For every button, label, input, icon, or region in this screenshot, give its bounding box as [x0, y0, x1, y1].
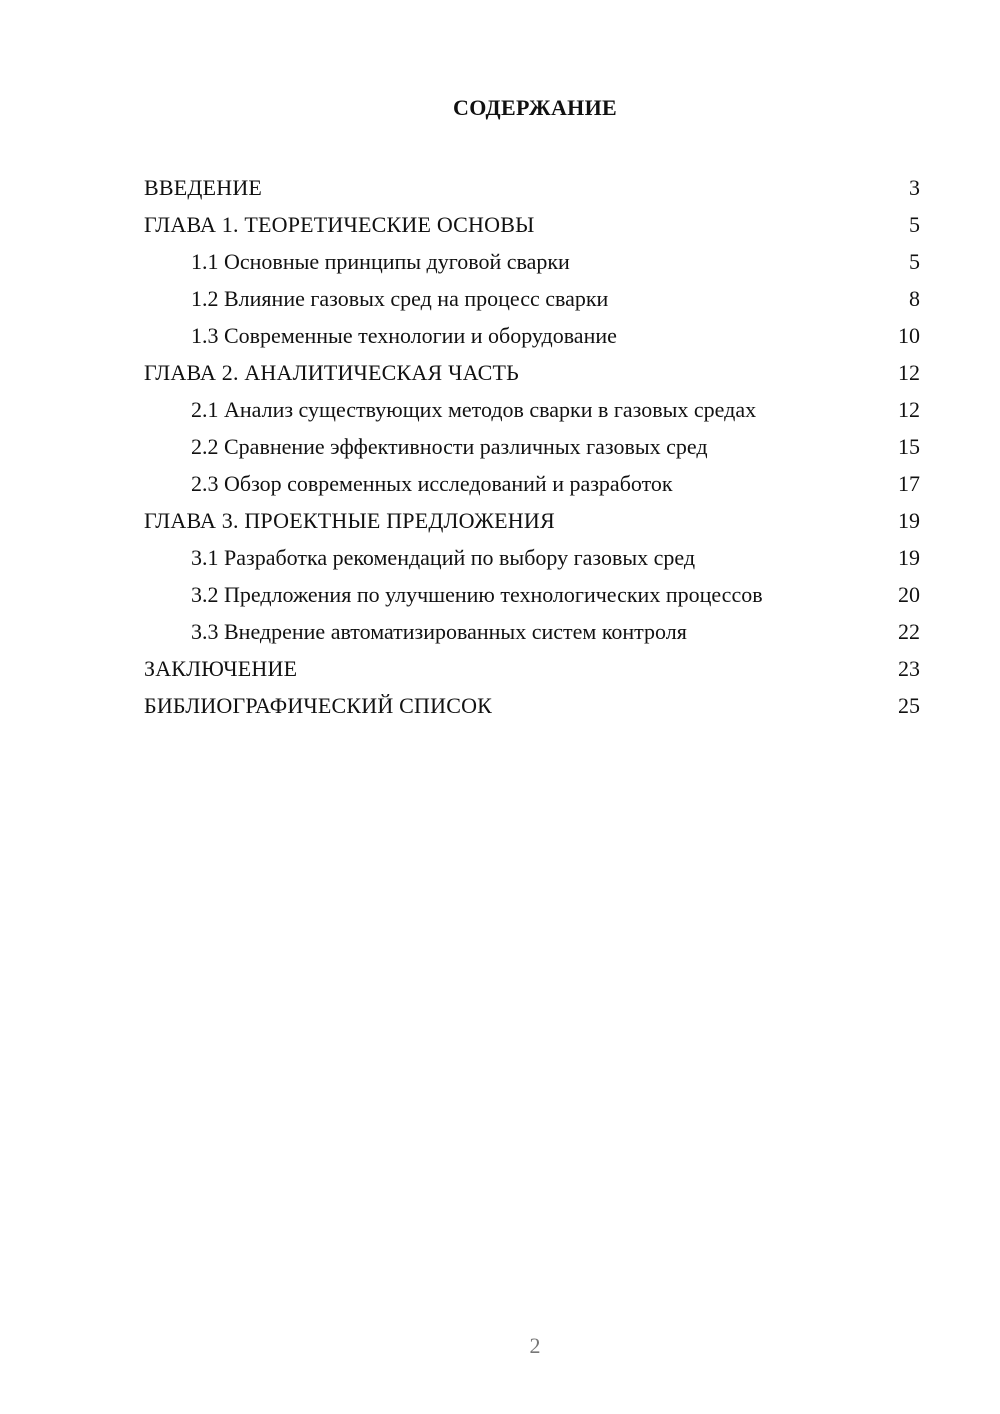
page-title: СОДЕРЖАНИЕ	[453, 95, 617, 120]
toc-entry-title: 2.1 Анализ существующих методов сварки в газовых средах	[191, 397, 757, 422]
toc-entry-page: 8	[909, 286, 920, 311]
toc-entry-title: 1.3 Современные технологии и оборудование	[191, 323, 617, 348]
table-of-contents	[144, 170, 920, 725]
toc-entry-title: 1.1 Основные принципы дуговой сварки	[191, 249, 570, 274]
toc-entry-chapter-3[interactable]	[144, 503, 920, 540]
toc-entry-page: 25	[898, 693, 920, 718]
toc-entry-page: 5	[909, 212, 920, 237]
toc-entry-page: 19	[898, 508, 920, 533]
toc-entry-section-2-2[interactable]	[144, 429, 920, 466]
page-number: 2	[529, 1333, 541, 1358]
toc-entry-section-3-1[interactable]	[144, 540, 920, 577]
toc-entry-chapter-2[interactable]	[144, 355, 920, 392]
toc-entry-title: ГЛАВА 1. ТЕОРЕТИЧЕСКИЕ ОСНОВЫ	[144, 212, 535, 237]
toc-entry-section-3-2[interactable]	[144, 577, 920, 614]
toc-entry-title: ГЛАВА 3. ПРОЕКТНЫЕ ПРЕДЛОЖЕНИЯ	[144, 508, 555, 533]
toc-entry-bibliography[interactable]	[144, 688, 920, 725]
toc-entry-title: 3.1 Разработка рекомендаций по выбору газовых сред	[191, 545, 696, 570]
toc-entry-page: 23	[898, 656, 920, 681]
toc-entry-title: ЗАКЛЮЧЕНИЕ	[144, 656, 298, 681]
toc-entry-page: 20	[898, 582, 920, 607]
toc-entry-title: 2.3 Обзор современных исследований и разработок	[191, 471, 673, 496]
toc-entry-section-2-1[interactable]	[144, 392, 920, 429]
toc-entry-title: 2.2 Сравнение эффективности различных газовых сред	[191, 434, 708, 459]
toc-entry-title: БИБЛИОГРАФИЧЕСКИЙ СПИСОК	[144, 693, 493, 718]
toc-entry-title: 3.2 Предложения по улучшению технологических процессов	[191, 582, 763, 607]
toc-entry-page: 12	[898, 397, 920, 422]
toc-entry-page: 3	[909, 175, 920, 200]
toc-entry-section-1-2[interactable]	[144, 281, 920, 318]
toc-entry-page: 15	[898, 434, 920, 459]
toc-entry-section-1-1[interactable]	[144, 244, 920, 281]
toc-entry-title: ВВЕДЕНИЕ	[144, 175, 263, 200]
toc-entry-page: 19	[898, 545, 920, 570]
toc-entry-conclusion[interactable]	[144, 651, 920, 688]
toc-entry-page: 12	[898, 360, 920, 385]
toc-entry-title: ГЛАВА 2. АНАЛИТИЧЕСКАЯ ЧАСТЬ	[144, 360, 519, 385]
toc-entry-title: 3.3 Внедрение автоматизированных систем контроля	[191, 619, 687, 644]
toc-entry-page: 5	[909, 249, 920, 274]
toc-entry-page: 22	[898, 619, 920, 644]
toc-entry-section-2-3[interactable]	[144, 466, 920, 503]
toc-entry-page: 10	[898, 323, 920, 348]
toc-entry-title: 1.2 Влияние газовых сред на процесс сварки	[191, 286, 609, 311]
toc-entry-introduction[interactable]	[144, 170, 920, 207]
toc-entry-section-3-3[interactable]	[144, 614, 920, 651]
toc-entry-chapter-1[interactable]	[144, 207, 920, 244]
toc-entry-page: 17	[898, 471, 920, 496]
toc-entry-section-1-3[interactable]	[144, 318, 920, 355]
